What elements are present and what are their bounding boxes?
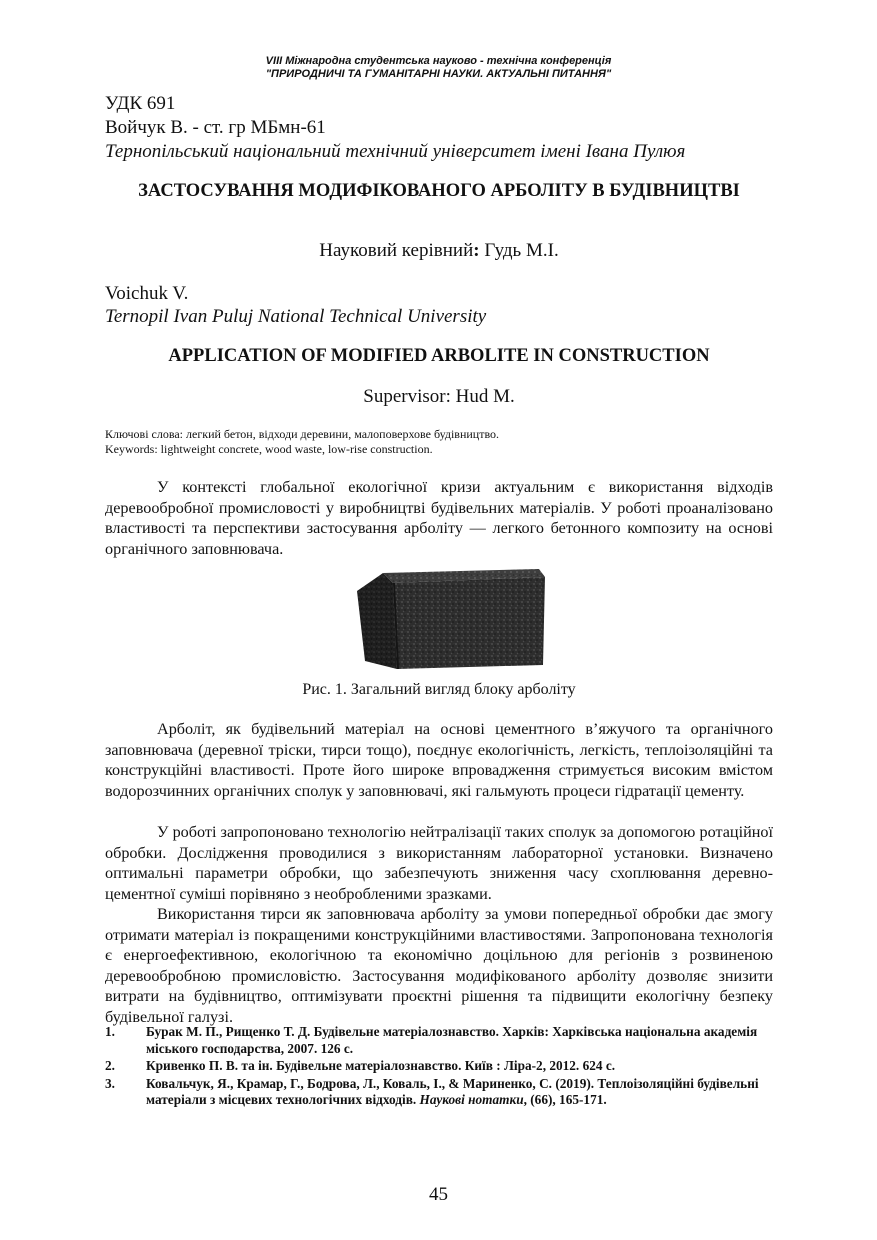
conference-line-1: VIII Міжнародна студентська науково - технічна конференція	[265, 55, 612, 67]
reference-journal: Наукові нотатки	[419, 1092, 524, 1107]
keywords-block	[105, 427, 773, 457]
reference-number: 1.	[105, 1024, 115, 1039]
reference-item	[105, 1076, 773, 1109]
title-ua: ЗАСТОСУВАННЯ МОДИФІКОВАНОГО АРБОЛІТУ В БУДІВНИЦТВІ	[138, 181, 740, 201]
reference-text: Ковальчук, Я., Крамар, Г., Бодрова, Л., Коваль, І., & Мариненко, С. (2019). Теплоізоляційні будівельні матеріали з місцевих технологічних відходів.	[146, 1075, 759, 1107]
author-en: Voichuk V.	[105, 283, 189, 304]
reference-number: 2.	[105, 1058, 115, 1073]
university-en: Ternopil Ivan Puluj National Technical University	[105, 306, 487, 327]
reference-text: Бурак М. П., Рищенко Т. Д. Будівельне матеріалознавство. Харків: Харківська національна академія міського господарства, 2007. 126 с.	[146, 1024, 758, 1056]
reference-pages: , (66), 165-171.	[523, 1092, 607, 1107]
arbolite-block-image	[353, 565, 549, 675]
udc-code: УДК 691	[105, 93, 176, 114]
reference-item	[105, 1058, 773, 1075]
paragraph-1: Арболіт, як будівельний матеріал на основі цементного в’яжучого та органічного заповнювача (деревної тріски, тирси тощо), поєднує екологічність, легкість, теплоізоляційні та конструкційні властивості. Проте його широке впровадження стримується високим вмістом водорозчинних органічних сполук у заповнювачі, які гальмують процеси гідратації цементу.	[105, 720, 773, 800]
paragraph-3: Використання тирси як заповнювача арболіту за умови попередньої обробки дає змогу отримати матеріал із покращеними конструкційними властивостями. Запропонована технологія є енергоефективною, екологічною та економічно доцільною для регіонів з розвиненою деревообробною промисловістю. Застосування модифікованого арболіту дозволяє знизити витрати на будівництво, оптимізувати проєктні рішення та підвищити екологічну безпеку будівельної галузі.	[105, 905, 773, 1026]
reference-item	[105, 1024, 773, 1057]
author-ua: Войчук В. - ст. гр МБмн-61	[105, 117, 326, 138]
supervisor-en: Supervisor: Hud M.	[363, 386, 515, 407]
university-ua: Тернопільський національний технічний університет імені Івана Пулюя	[105, 141, 686, 162]
reference-number: 3.	[105, 1075, 115, 1091]
references-list	[105, 1024, 773, 1110]
conference-header	[0, 55, 877, 81]
supervisor-ua	[105, 239, 773, 263]
supervisor-ua-colon: :	[473, 240, 480, 261]
paragraph-2: У роботі запропоновано технологію нейтралізації таких сполук за допомогою ротаційної обробки. Дослідження проводилися з використанням лабораторної установки. Визначено оптимальні параметри обробки, що забезпечують зниження часу схоплювання деревно-цементної суміші порівняно з необробленими зразками.	[105, 823, 773, 903]
figure-caption: Рис. 1. Загальний вигляд блоку арболіту	[302, 681, 576, 698]
supervisor-ua-label: Науковий керівний	[319, 240, 474, 261]
page-number: 45	[429, 1184, 448, 1205]
supervisor-ua-name: Гудь М.І.	[479, 240, 559, 261]
keywords-ua: Ключові слова: легкий бетон, відходи деревини, малоповерхове будівництво.	[105, 427, 500, 441]
keywords-en: Keywords: lightweight concrete, wood waste, low-rise construction.	[105, 442, 433, 456]
paragraph-intro: У контексті глобальної екологічної кризи актуальним є використання відходів деревообробної промисловості у виробництві будівельних матеріалів. У роботі проаналізовано властивості та перспективи застосування арболіту — легкого бетонного композиту на основі органічного заповнювача.	[105, 478, 773, 558]
conference-line-2: "ПРИРОДНИЧІ ТА ГУМАНІТАРНІ НАУКИ. АКТУАЛЬНІ ПИТАННЯ"	[265, 68, 612, 80]
title-en: APPLICATION OF MODIFIED ARBOLITE IN CONSTRUCTION	[168, 346, 710, 366]
reference-text: Кривенко П. В. та ін. Будівельне матеріалознавство. Київ : Ліра-2, 2012. 624 с.	[146, 1058, 616, 1073]
